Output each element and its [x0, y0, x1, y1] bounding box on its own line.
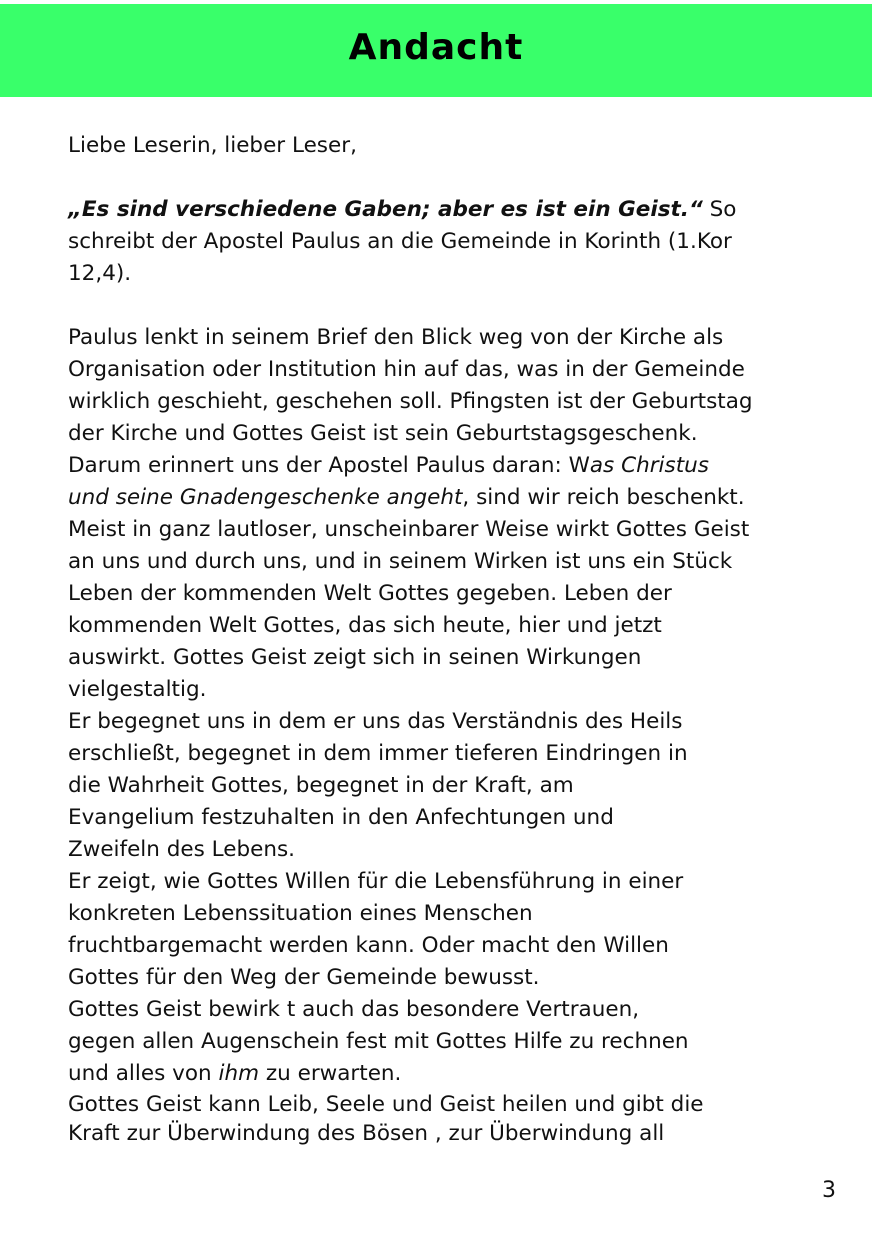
- quote-line-1: [68, 194, 808, 226]
- text-line: Gottes Geist kann Leib, Seele und Geist heilen und gibt die: [68, 1092, 704, 1117]
- text-line: Zweifeln des Lebens.: [68, 837, 296, 862]
- text-line: Evangelium festzuhalten in den Anfechtungen und: [68, 805, 614, 830]
- text-line: der Kirche und Gottes Geist ist sein Geburtstagsgeschenk.: [68, 421, 698, 446]
- text-line: wirklich geschieht, geschehen soll. Pfingsten ist der Geburtstag: [68, 389, 753, 414]
- text-line: Er zeigt, wie Gottes Willen für die Lebensführung in einer: [68, 869, 684, 894]
- text-line: konkreten Lebenssituation eines Menschen: [68, 901, 533, 926]
- italic-segment: ihm: [218, 1061, 260, 1086]
- text-line: Kraft zur Überwindung des Bösen , zur Überwindung all: [68, 1121, 665, 1146]
- text-line: kommenden Welt Gottes, das sich heute, hier und jetzt: [68, 613, 662, 638]
- article-body: [68, 130, 808, 1148]
- italic-segment: as Christus: [589, 453, 709, 478]
- quote-line-3: 12,4).: [68, 261, 132, 286]
- greeting: Liebe Leserin, lieber Leser,: [68, 133, 357, 158]
- text-line: [68, 1058, 808, 1090]
- text-segment: Darum erinnert uns der Apostel Paulus daran: W: [68, 453, 590, 478]
- text-line: fruchtbargemacht werden kann. Oder macht den Willen: [68, 933, 669, 958]
- quote-line-2: schreibt der Apostel Paulus an die Gemeinde in Korinth (1.Kor: [68, 229, 732, 254]
- text-line: Leben der kommenden Welt Gottes gegeben. Leben der: [68, 581, 672, 606]
- text-segment: , sind wir reich beschenkt.: [462, 485, 745, 510]
- text-line: [68, 450, 808, 482]
- text-line: die Wahrheit Gottes, begegnet in der Kraft, am: [68, 773, 574, 798]
- title-banner: [0, 4, 872, 97]
- text-line: Meist in ganz lautloser, unscheinbarer Weise wirkt Gottes Geist: [68, 517, 750, 542]
- page-number: 3: [822, 1178, 836, 1203]
- quote-continuation: So: [702, 197, 737, 222]
- text-line: [68, 482, 808, 514]
- text-line: Organisation oder Institution hin auf das, was in der Gemeinde: [68, 357, 745, 382]
- text-line: Gottes für den Weg der Gemeinde bewusst.: [68, 965, 540, 990]
- text-line: erschließt, begegnet in dem immer tieferen Eindringen in: [68, 741, 688, 766]
- text-line: auswirkt. Gottes Geist zeigt sich in seinen Wirkungen: [68, 645, 642, 670]
- page-title: Andacht: [348, 27, 524, 68]
- text-line: Paulus lenkt in seinem Brief den Blick weg von der Kirche als: [68, 325, 724, 350]
- text-line: an uns und durch uns, und in seinem Wirken ist uns ein Stück: [68, 549, 733, 574]
- bible-quote: „Es sind verschiedene Gaben; aber es ist ein Geist.“: [68, 197, 703, 222]
- text-line: Er begegnet uns in dem er uns das Verständnis des Heils: [68, 709, 683, 734]
- italic-segment: und seine Gnadengeschenke angeht: [68, 485, 463, 510]
- text-line: vielgestaltig.: [68, 677, 207, 702]
- text-line: Gottes Geist bewirk t auch das besondere Vertrauen,: [68, 997, 640, 1022]
- text-segment: zu erwarten.: [259, 1061, 402, 1086]
- text-line: gegen allen Augenschein fest mit Gottes Hilfe zu rechnen: [68, 1029, 689, 1054]
- text-segment: und alles von: [68, 1061, 219, 1086]
